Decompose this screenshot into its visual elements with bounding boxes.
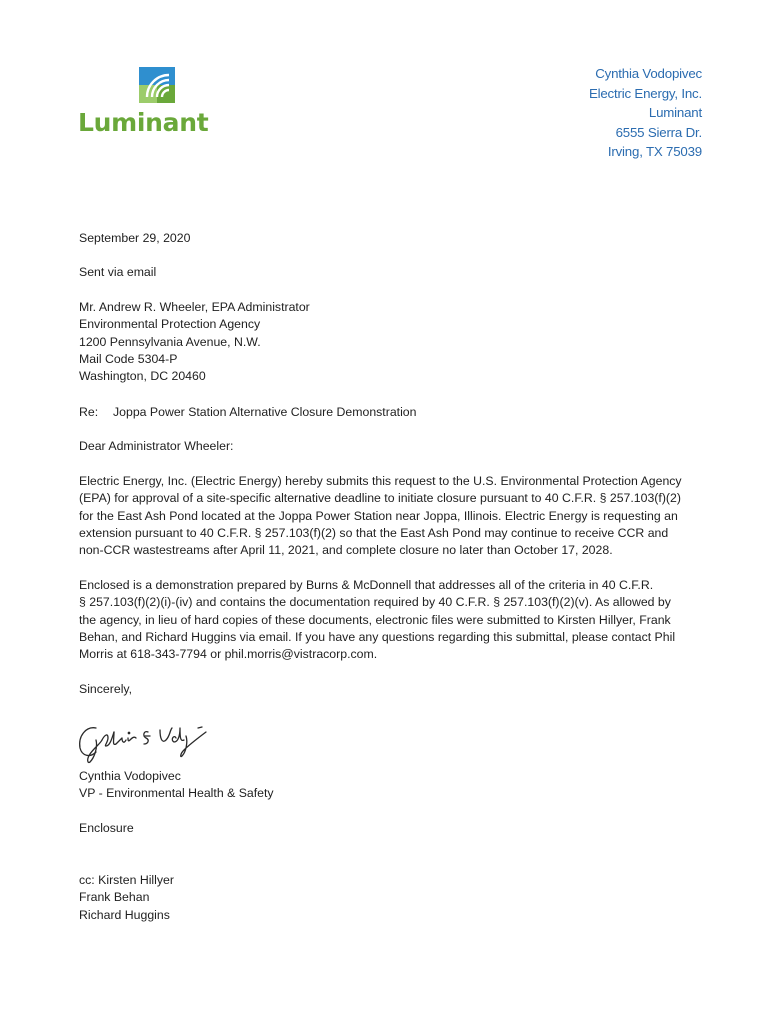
paragraph-line: Electric Energy, Inc. (Electric Energy) hereby submits this request to the U.S. Environmental Protection Agency xyxy=(79,474,682,488)
cc-item: Frank Behan xyxy=(79,890,150,905)
paragraph-line: non-CCR wastestreams after April 11, 2021, and complete closure no later than October 17, 2028. xyxy=(79,543,613,558)
sender-name: Cynthia Vodopivec xyxy=(595,66,702,81)
paragraph-line: Morris at 618-343-7794 or phil.morris@vistracorp.com. xyxy=(79,647,378,662)
cc-item: Richard Huggins xyxy=(79,907,170,922)
body-paragraph-1 xyxy=(79,473,709,559)
enclosure-note: Enclosure xyxy=(79,821,134,835)
subject-line xyxy=(79,404,709,421)
paragraph-line: the agency, in lieu of hard copies of these documents, electronic files were submitted to Kirsten Hillyer, Frank xyxy=(79,612,671,627)
salutation: Dear Administrator Wheeler: xyxy=(79,439,234,453)
paragraph-line: extension pursuant to 40 C.F.R. § 257.103(f)(2) so that the East Ash Pond may continue to receive CCR and xyxy=(79,525,669,540)
cc-list xyxy=(79,872,709,924)
recipient-mail-code: Mail Code 5304-P xyxy=(79,351,178,366)
cc-item: cc: Kirsten Hillyer xyxy=(79,873,174,887)
signer-name: Cynthia Vodopivec xyxy=(79,769,181,783)
delivery-method: Sent via email xyxy=(79,265,157,279)
sender-division: Luminant xyxy=(648,105,702,120)
paragraph-line: Behan, and Richard Huggins via email. If you have any questions regarding this submittal, please contact Phil xyxy=(79,629,676,644)
letter-date: September 29, 2020 xyxy=(79,231,191,245)
subject-label: Re: xyxy=(79,405,99,419)
sender-address-block xyxy=(589,64,702,162)
subject-text: Joppa Power Station Alternative Closure Demonstration xyxy=(113,405,417,419)
paragraph-line: Enclosed is a demonstration prepared by Burns & McDonnell that addresses all of the criteria in 40 C.F.R. xyxy=(79,578,654,592)
luminant-logo xyxy=(78,64,218,140)
body-paragraph-2 xyxy=(79,577,709,663)
signer-block xyxy=(79,768,709,803)
recipient-agency: Environmental Protection Agency xyxy=(79,317,261,332)
logo-wordmark: Luminant xyxy=(78,108,209,137)
paragraph-line: (EPA) for approval of a site-specific alternative deadline to initiate closure pursuant to 40 C.F.R. § 257.103(f)(2) xyxy=(79,491,681,506)
sender-city: Irving, TX 75039 xyxy=(607,144,702,159)
signer-title: VP - Environmental Health & Safety xyxy=(79,786,274,801)
sender-company: Electric Energy, Inc. xyxy=(588,85,702,101)
closing: Sincerely, xyxy=(79,682,133,696)
handwritten-signature-icon xyxy=(74,718,214,764)
paragraph-line: for the East Ash Pond located at the Joppa Power Station near Joppa, Illinois. Electric Energy is requesting an xyxy=(79,508,678,523)
recipient-name: Mr. Andrew R. Wheeler, EPA Administrator xyxy=(79,300,310,314)
signal-waves-icon xyxy=(139,67,175,103)
sender-street: 6555 Sierra Dr. xyxy=(615,124,702,140)
recipient-city: Washington, DC 20460 xyxy=(79,369,206,384)
paragraph-line: § 257.103(f)(2)(i)-(iv) and contains the documentation required by 40 C.F.R. § 257.103(f)(2)(v). As allowed by xyxy=(79,595,671,610)
recipient-street: 1200 Pennsylvania Avenue, N.W. xyxy=(79,334,261,349)
recipient-address-block xyxy=(79,299,709,385)
